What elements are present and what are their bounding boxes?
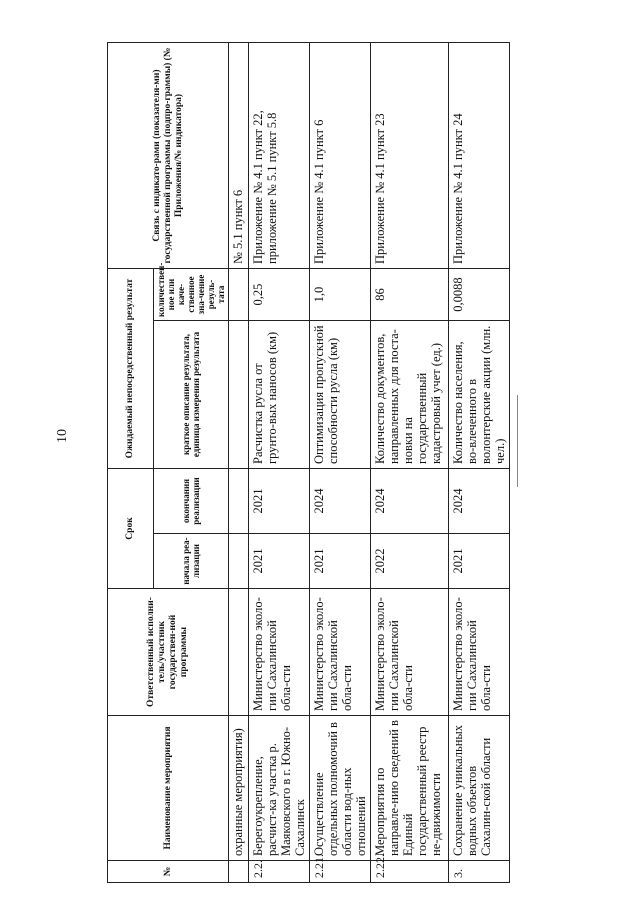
cell-link: № 5.1 пункт 6 xyxy=(229,43,249,269)
cell-desc xyxy=(229,321,249,469)
cell-responsible xyxy=(229,589,249,716)
header-end: окончания реализации xyxy=(154,469,229,534)
cell-end: 2024 xyxy=(449,469,510,534)
cell-name: охранные мероприятия) xyxy=(229,716,249,861)
cell-start xyxy=(229,534,249,589)
cell-link: Приложение № 4.1 пункт 24 xyxy=(449,43,510,269)
cell-num: 3. xyxy=(449,861,510,883)
cell-start: 2021 xyxy=(449,534,510,589)
cell-start: 2021 xyxy=(310,534,371,589)
cell-end: 2021 xyxy=(249,469,310,534)
cell-start: 2022 xyxy=(371,534,449,589)
header-result-desc: краткое описание результата, единица измерения результата xyxy=(154,321,229,469)
cell-desc: Количество документов, направленных для поста-новки на государственный кадастровый учет (ед.) xyxy=(371,321,449,469)
header-num: № xyxy=(108,861,229,883)
cell-name: Осуществление отдельных полномочий в области вод-ных отношений xyxy=(310,716,371,861)
header-result: Ожидаемый непосредственный результат xyxy=(108,269,154,469)
cell-link: Приложение № 4.1 пункт 23 xyxy=(371,43,449,269)
cell-desc: Расчистка русла от грунто-вых наносов (км) xyxy=(249,321,310,469)
table-row xyxy=(310,43,371,883)
table-row xyxy=(371,43,449,883)
cell-responsible: Министерство эколо-гии Сахалинской обла-сти xyxy=(249,589,310,716)
header-name: Наименование мероприятия xyxy=(108,716,229,861)
cell-link: Приложение № 4.1 пункт 22, приложение № 5.1 пункт 5.8 xyxy=(249,43,310,269)
cell-responsible: Министерство эколо-гии Сахалинской обла-сти xyxy=(310,589,371,716)
cell-num: 2.21. xyxy=(310,861,371,883)
cell-start: 2021 xyxy=(249,534,310,589)
table-row xyxy=(249,43,310,883)
cell-value: 0,0088 xyxy=(449,269,510,321)
cell-value: 86 xyxy=(371,269,449,321)
header-term: Срок xyxy=(108,469,154,589)
header-start: начала реа-лизации xyxy=(154,534,229,589)
rotated-page xyxy=(107,43,507,883)
cell-end xyxy=(229,469,249,534)
cell-link: Приложение № 4.1 пункт 6 xyxy=(310,43,371,269)
cell-name: Берегоукрепление, расчист-ка участка р. Маяковского в г. Южно-Сахалинск xyxy=(249,716,310,861)
cell-num xyxy=(229,861,249,883)
table-row xyxy=(229,43,249,883)
cell-responsible: Министерство эколо-гии Сахалинской обла-сти xyxy=(371,589,449,716)
cell-name: Мероприятия по направле-нию сведений в Единый государственный реестр не-движимости xyxy=(371,716,449,861)
header-result-value: количествен-ное или каче-ственное зна-чение резуль-тата xyxy=(154,269,229,321)
header-responsible: Ответственный исполни-тель/участник государствен-ной программы xyxy=(108,589,229,716)
cell-value: 1,0 xyxy=(310,269,371,321)
cell-desc: Количество населения, во-влеченного в волонтерские акции (млн. чел.) xyxy=(449,321,510,469)
cell-num: 2.2. xyxy=(249,861,310,883)
table-row xyxy=(449,43,510,883)
header-link: Связь с индикато-рами (показателя-ми) государственной программы (подпро-граммы) (№ Приложения/№ индикатора) xyxy=(108,43,229,269)
cell-value xyxy=(229,269,249,321)
cell-end: 2024 xyxy=(371,469,449,534)
measures-table xyxy=(107,42,510,883)
cell-value: 0,25 xyxy=(249,269,310,321)
cell-name: Сохранение уникальных водных объектов Сахалин-ской области xyxy=(449,716,510,861)
decorative-line xyxy=(517,395,518,487)
page-number: 10 xyxy=(55,429,70,443)
cell-end: 2024 xyxy=(310,469,371,534)
cell-responsible: Министерство эколо-гии Сахалинской обла-сти xyxy=(449,589,510,716)
cell-desc: Оптимизация пропускной способности русла (км) xyxy=(310,321,371,469)
cell-num: 2.22. xyxy=(371,861,449,883)
